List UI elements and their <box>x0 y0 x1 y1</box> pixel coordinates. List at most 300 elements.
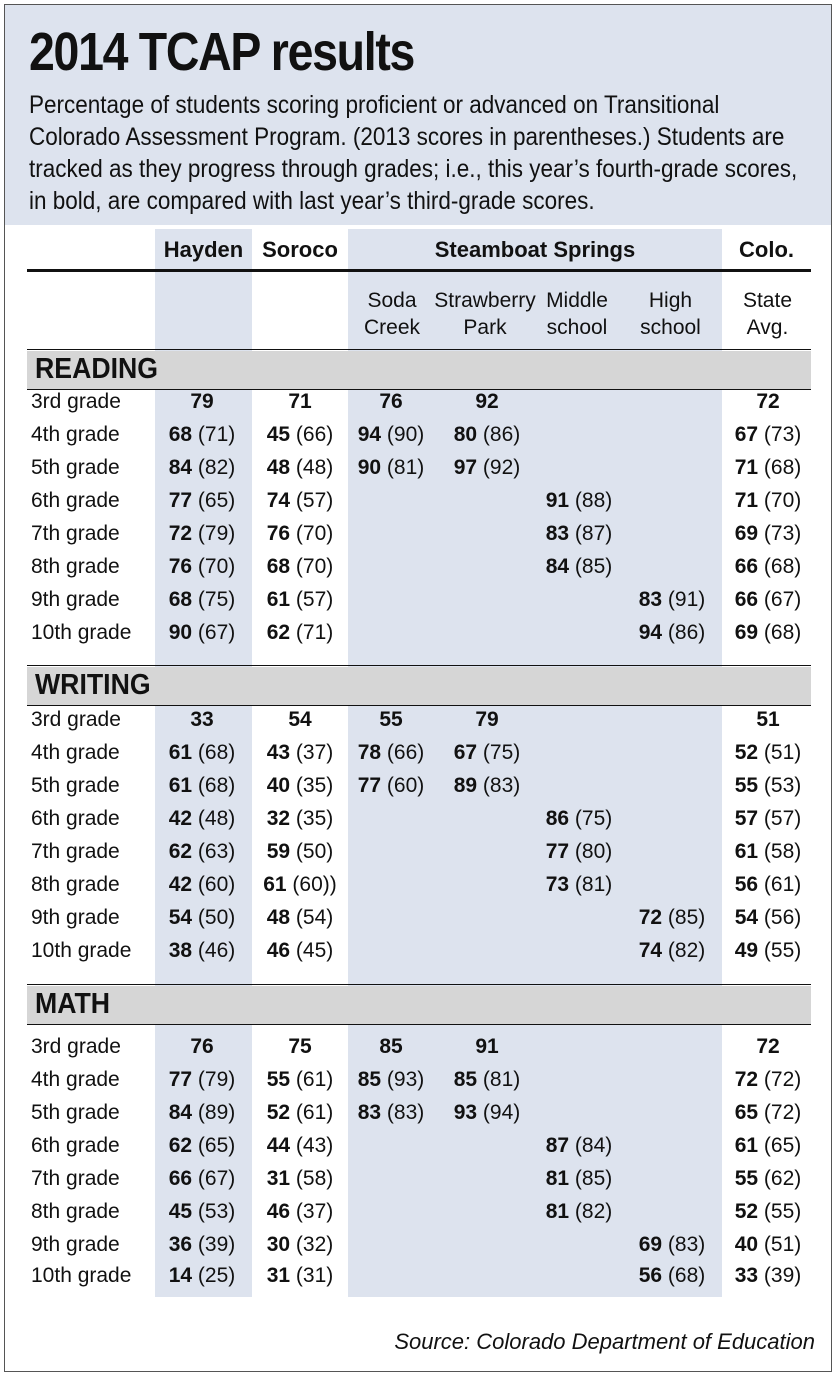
table-cell <box>432 774 542 798</box>
score-2013: (85) <box>662 906 706 929</box>
score-2013: (53) <box>758 774 802 797</box>
score-2013: (58) <box>758 840 802 863</box>
table-cell <box>154 840 250 864</box>
column-header-soroco: Soroco <box>262 237 338 262</box>
score-2013: (70) <box>290 555 334 578</box>
score-2013: (55) <box>758 1200 802 1223</box>
score-2014: 75 <box>288 1035 312 1058</box>
table-cell <box>252 1134 348 1158</box>
score-2013: (68) <box>758 456 802 479</box>
table-cell <box>252 840 348 864</box>
column-header-colo: Colo. <box>739 237 794 262</box>
score-2013: (72) <box>758 1101 802 1124</box>
score-2013: (35) <box>290 774 334 797</box>
score-2013: (53) <box>192 1200 236 1223</box>
score-2014: 66 <box>168 1167 193 1190</box>
score-2013: (45) <box>290 939 334 962</box>
table-cell <box>154 588 250 612</box>
score-2013: (61) <box>758 873 802 896</box>
table-cell <box>724 1167 812 1191</box>
score-2014: 85 <box>453 1068 478 1091</box>
table-cell <box>154 1264 250 1288</box>
score-2013: (63) <box>192 840 236 863</box>
table-cell <box>724 1200 812 1224</box>
section-rule <box>27 665 811 666</box>
row-label: 9th grade <box>31 588 120 611</box>
section-rule <box>27 349 811 350</box>
table-cell <box>154 390 250 414</box>
score-2014: 54 <box>168 906 193 929</box>
score-2013: (94) <box>477 1101 521 1124</box>
table-cell <box>154 1101 250 1125</box>
score-2014: 91 <box>475 1035 499 1058</box>
score-2013: (56) <box>758 906 802 929</box>
table-cell <box>724 840 812 864</box>
score-2013: (68) <box>758 621 802 644</box>
table-cell <box>154 621 250 645</box>
table-cell <box>724 456 812 480</box>
table-cell <box>535 489 623 513</box>
score-2013: (48) <box>192 807 236 830</box>
score-2013: (82) <box>662 939 706 962</box>
table-cell <box>154 1233 250 1257</box>
score-2014: 67 <box>734 423 759 446</box>
score-2014: 90 <box>168 621 193 644</box>
section-rule <box>27 705 811 706</box>
table-cell <box>154 873 250 897</box>
score-2013: (66) <box>290 423 334 446</box>
score-2014: 43 <box>266 741 291 764</box>
score-2013: (65) <box>758 1134 802 1157</box>
score-2014: 56 <box>734 873 759 896</box>
score-2014: 55 <box>266 1068 291 1091</box>
score-2014: 76 <box>190 1035 214 1058</box>
score-2013: (68) <box>662 1264 706 1287</box>
score-2014: 45 <box>168 1200 193 1223</box>
score-2014: 32 <box>266 807 291 830</box>
score-2014: 77 <box>168 489 193 512</box>
table-cell <box>252 456 348 480</box>
row-label: 8th grade <box>31 555 120 578</box>
score-2013: (67) <box>758 588 802 611</box>
table-cell <box>355 423 427 447</box>
score-2014: 14 <box>168 1264 193 1287</box>
score-2014: 55 <box>734 1167 759 1190</box>
score-2014: 76 <box>379 390 403 413</box>
score-2014: 71 <box>734 489 759 512</box>
score-2013: (89) <box>192 1101 236 1124</box>
score-2013: (51) <box>758 1233 802 1256</box>
score-2013: (66) <box>381 741 425 764</box>
score-2013: (48) <box>290 456 334 479</box>
row-label: 10th grade <box>31 621 132 644</box>
score-2013: (86) <box>477 423 521 446</box>
table-cell <box>252 774 348 798</box>
table-cell <box>724 390 812 414</box>
score-2014: 79 <box>190 390 214 413</box>
score-2013: (73) <box>758 423 802 446</box>
score-2013: (93) <box>381 1068 425 1091</box>
score-2014: 31 <box>266 1264 291 1287</box>
table-cell <box>252 621 348 645</box>
table-cell <box>252 1068 348 1092</box>
score-2014: 61 <box>168 774 193 797</box>
score-2014: 36 <box>168 1233 193 1256</box>
score-2014: 46 <box>266 939 291 962</box>
score-2014: 52 <box>734 741 759 764</box>
row-label: 4th grade <box>31 423 120 446</box>
score-2014: 40 <box>734 1233 759 1256</box>
score-2014: 85 <box>379 1035 403 1058</box>
score-2014: 46 <box>266 1200 291 1223</box>
score-2014: 66 <box>734 588 759 611</box>
score-2013: (61) <box>290 1101 334 1124</box>
score-2013: (91) <box>662 588 706 611</box>
table-cell <box>252 708 348 732</box>
score-2014: 84 <box>168 456 193 479</box>
table-cell <box>535 555 623 579</box>
chart-subtitle: Percentage of students scoring proficient or advanced on Transitional Colorado Assessment Program. (2013 scores in parentheses.) Students are tracked as they progress through grades; i.e., this year’s fourth-grade scores, in bold, are compared with last year’s third-grade scores. <box>29 91 798 215</box>
table-cell <box>432 1068 542 1092</box>
table-cell <box>432 741 542 765</box>
score-2014: 76 <box>168 555 193 578</box>
table-cell <box>154 489 250 513</box>
score-2014: 30 <box>266 1233 291 1256</box>
score-2013: (57) <box>290 588 334 611</box>
score-2014: 51 <box>756 708 780 731</box>
section-bar-math <box>27 986 811 1024</box>
score-2014: 54 <box>288 708 312 731</box>
score-2013: (31) <box>290 1264 334 1287</box>
source-note: Source: Colorado Department of Education <box>394 1329 815 1354</box>
table-cell <box>252 588 348 612</box>
table-cell <box>724 1035 812 1059</box>
row-label: 7th grade <box>31 840 120 863</box>
score-2014: 74 <box>638 939 663 962</box>
score-2014: 42 <box>168 807 193 830</box>
subheader-high-school: High school <box>640 289 701 339</box>
table-cell <box>154 708 250 732</box>
score-2013: (87) <box>569 522 613 545</box>
score-2014: 92 <box>475 390 499 413</box>
score-2014: 81 <box>545 1167 570 1190</box>
score-2013: (81) <box>569 873 613 896</box>
score-2013: (68) <box>758 555 802 578</box>
score-2014: 77 <box>357 774 382 797</box>
table-cell <box>355 774 427 798</box>
table-cell <box>626 588 718 612</box>
score-2013: (70) <box>192 555 236 578</box>
table-cell <box>724 1264 812 1288</box>
score-2013: (75) <box>192 588 236 611</box>
row-label: 5th grade <box>31 1101 120 1124</box>
score-2014: 83 <box>638 588 663 611</box>
score-2014: 84 <box>545 555 570 578</box>
table-cell <box>724 873 812 897</box>
score-2013: (60) <box>381 774 425 797</box>
table-cell <box>724 741 812 765</box>
table-cell <box>535 1200 623 1224</box>
score-2014: 61 <box>263 873 287 896</box>
score-2013: (67) <box>192 1167 236 1190</box>
score-2014: 42 <box>168 873 193 896</box>
table-cell <box>355 456 427 480</box>
score-2014: 55 <box>734 774 759 797</box>
score-2014: 93 <box>453 1101 478 1124</box>
table-cell <box>432 708 542 732</box>
score-2014: 54 <box>734 906 759 929</box>
score-2014: 81 <box>545 1200 570 1223</box>
score-2014: 48 <box>266 906 291 929</box>
score-2014: 44 <box>266 1134 291 1157</box>
table-cell <box>355 390 427 414</box>
table-cell <box>535 840 623 864</box>
table-cell <box>252 1264 348 1288</box>
score-2014: 86 <box>545 807 570 830</box>
score-2014: 62 <box>168 840 193 863</box>
table-cell <box>724 621 812 645</box>
score-2014: 65 <box>734 1101 759 1124</box>
table-cell <box>355 708 427 732</box>
score-2013: (83) <box>662 1233 706 1256</box>
table-cell <box>626 939 718 963</box>
score-2014: 52 <box>734 1200 759 1223</box>
table-cell <box>252 1101 348 1125</box>
score-2014: 78 <box>357 741 382 764</box>
table-cell <box>355 1035 427 1059</box>
table-cell <box>535 1167 623 1191</box>
score-2014: 49 <box>734 939 759 962</box>
score-2014: 83 <box>545 522 570 545</box>
score-2013: (85) <box>569 1167 613 1190</box>
score-2014: 76 <box>266 522 291 545</box>
score-2013: (68) <box>192 774 236 797</box>
score-2013: (61) <box>290 1068 334 1091</box>
table-cell <box>154 1167 250 1191</box>
header-panel <box>5 5 831 225</box>
section-title-writing: WRITING <box>35 669 151 701</box>
score-2013: (65) <box>192 489 236 512</box>
score-2014: 72 <box>168 522 193 545</box>
table-cell <box>252 1167 348 1191</box>
score-2014: 68 <box>266 555 291 578</box>
table-cell <box>252 873 348 897</box>
row-label: 3rd grade <box>31 708 121 731</box>
score-2014: 61 <box>266 588 291 611</box>
score-2014: 67 <box>453 741 478 764</box>
score-2014: 68 <box>168 588 193 611</box>
table-cell <box>724 708 812 732</box>
row-label: 4th grade <box>31 741 120 764</box>
score-2013: (37) <box>290 741 334 764</box>
table-cell <box>252 906 348 930</box>
score-2014: 57 <box>734 807 759 830</box>
table-cell <box>432 423 542 447</box>
score-2014: 74 <box>266 489 291 512</box>
table-cell <box>154 522 250 546</box>
table-cell <box>252 741 348 765</box>
section-rule <box>27 1024 811 1025</box>
row-label: 3rd grade <box>31 1035 121 1058</box>
score-2013: (68) <box>192 741 236 764</box>
score-2014: 31 <box>266 1167 291 1190</box>
score-2014: 61 <box>168 741 193 764</box>
section-rule <box>27 984 811 985</box>
score-2013: (62) <box>758 1167 802 1190</box>
score-2014: 77 <box>168 1068 193 1091</box>
row-label: 10th grade <box>31 1264 132 1287</box>
score-2013: (54) <box>290 906 334 929</box>
table-cell <box>154 906 250 930</box>
score-2013: (71) <box>290 621 334 644</box>
score-2013: (46) <box>192 939 236 962</box>
score-2014: 48 <box>266 456 291 479</box>
score-2014: 69 <box>734 621 759 644</box>
row-label: 8th grade <box>31 873 120 896</box>
table-cell <box>432 390 542 414</box>
score-2014: 71 <box>288 390 312 413</box>
table-cell <box>355 1068 427 1092</box>
score-2014: 80 <box>453 423 478 446</box>
section-title-reading: READING <box>35 353 159 385</box>
score-2013: (57) <box>290 489 334 512</box>
score-2014: 68 <box>168 423 193 446</box>
row-label: 10th grade <box>31 939 132 962</box>
subheader-strawberry-park: Strawberry Park <box>434 289 536 339</box>
score-2013: (39) <box>758 1264 802 1287</box>
score-2013: (83) <box>381 1101 425 1124</box>
row-label: 7th grade <box>31 522 120 545</box>
score-2014: 61 <box>734 1134 759 1157</box>
table-cell <box>535 807 623 831</box>
score-2014: 62 <box>168 1134 193 1157</box>
score-2014: 77 <box>545 840 570 863</box>
table-cell <box>724 906 812 930</box>
table-cell <box>626 621 718 645</box>
score-2013: (71) <box>192 423 236 446</box>
table-cell <box>252 939 348 963</box>
row-label: 5th grade <box>31 456 120 479</box>
table-cell <box>535 1134 623 1158</box>
score-2013: (55) <box>758 939 802 962</box>
score-2013: (88) <box>569 489 613 512</box>
table-cell <box>626 906 718 930</box>
table-cell <box>724 1101 812 1125</box>
row-label: 9th grade <box>31 1233 120 1256</box>
table-cell <box>626 1264 718 1288</box>
table-cell <box>252 1035 348 1059</box>
row-label: 8th grade <box>31 1200 120 1223</box>
score-2014: 33 <box>734 1264 759 1287</box>
table-cell <box>724 423 812 447</box>
section-title-math: MATH <box>35 988 111 1020</box>
table-cell <box>432 1101 542 1125</box>
score-2014: 72 <box>756 390 780 413</box>
score-2013: (60) <box>192 873 236 896</box>
subheader-middle-school: Middle school <box>546 289 608 339</box>
table-cell <box>252 807 348 831</box>
table-cell <box>724 1068 812 1092</box>
score-2013: (67) <box>192 621 236 644</box>
score-2013: (51) <box>758 741 802 764</box>
score-2013: (58) <box>290 1167 334 1190</box>
row-label: 6th grade <box>31 489 120 512</box>
score-2014: 66 <box>734 555 759 578</box>
score-2014: 87 <box>545 1134 570 1157</box>
row-label: 7th grade <box>31 1167 120 1190</box>
score-2014: 33 <box>190 708 214 731</box>
subheader-state-avg: State Avg. <box>742 289 793 339</box>
score-2013: (70) <box>290 522 334 545</box>
score-2014: 69 <box>638 1233 663 1256</box>
table-cell <box>535 873 623 897</box>
score-2013: (72) <box>758 1068 802 1091</box>
table-cell <box>252 423 348 447</box>
score-2013: (70) <box>758 489 802 512</box>
score-2014: 72 <box>756 1035 780 1058</box>
score-2014: 72 <box>734 1068 759 1091</box>
table-cell <box>724 1134 812 1158</box>
score-2014: 85 <box>357 1068 382 1091</box>
table-cell <box>252 1200 348 1224</box>
infographic-frame <box>4 4 832 1372</box>
score-2014: 69 <box>734 522 759 545</box>
chart-title: 2014 TCAP results <box>29 22 415 82</box>
table-cell <box>154 1035 250 1059</box>
score-2013: (57) <box>758 807 802 830</box>
score-2014: 59 <box>266 840 291 863</box>
score-2014: 40 <box>266 774 291 797</box>
score-2014: 97 <box>453 456 478 479</box>
table-cell <box>252 522 348 546</box>
score-2013: (82) <box>569 1200 613 1223</box>
score-2014: 62 <box>266 621 291 644</box>
score-2013: (86) <box>662 621 706 644</box>
score-2013: (50) <box>192 906 236 929</box>
table-cell <box>154 1134 250 1158</box>
score-2013: (92) <box>477 456 521 479</box>
table-cell <box>724 489 812 513</box>
score-2013: (65) <box>192 1134 236 1157</box>
score-2014: 38 <box>168 939 193 962</box>
score-2014: 79 <box>475 708 499 731</box>
score-2013: (32) <box>290 1233 334 1256</box>
score-2013: (84) <box>569 1134 613 1157</box>
table-cell <box>154 423 250 447</box>
score-2013: (50) <box>290 840 334 863</box>
score-2013: (35) <box>290 807 334 830</box>
table-cell <box>724 588 812 612</box>
score-2014: 73 <box>545 873 570 896</box>
score-2013: (60)) <box>286 873 337 896</box>
table-cell <box>154 807 250 831</box>
score-2013: (79) <box>192 1068 236 1091</box>
table-cell <box>252 1233 348 1257</box>
table-cell <box>154 555 250 579</box>
score-2013: (79) <box>192 522 236 545</box>
score-2014: 83 <box>357 1101 382 1124</box>
score-2014: 89 <box>453 774 478 797</box>
header-rule <box>27 269 811 272</box>
table-cell <box>724 555 812 579</box>
score-2013: (73) <box>758 522 802 545</box>
column-header-hayden: Hayden <box>163 237 244 262</box>
score-2013: (37) <box>290 1200 334 1223</box>
table-cell <box>154 1200 250 1224</box>
score-2013: (81) <box>381 456 425 479</box>
table-cell <box>355 741 427 765</box>
score-2014: 55 <box>379 708 403 731</box>
